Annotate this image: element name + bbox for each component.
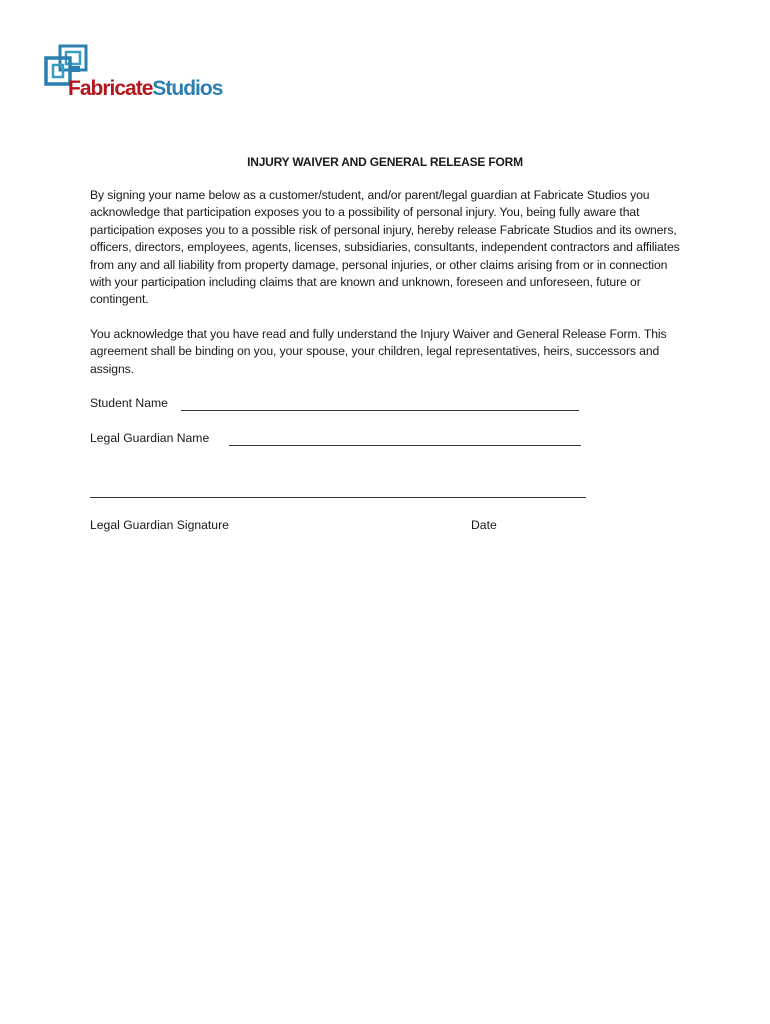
acknowledgement-paragraph: You acknowledge that you have read and fully understand the Injury Waiver and General Release Form. This agreement shall be binding on you, your spouse, your children, legal representatives, heirs, successors and assigns. [90, 327, 667, 376]
student-name-field[interactable] [181, 410, 579, 411]
student-name-label: Student Name [90, 396, 168, 410]
guardian-name-label: Legal Guardian Name [90, 431, 210, 445]
form-title: INJURY WAIVER AND GENERAL RELEASE FORM [247, 155, 523, 169]
signature-date-line[interactable] [90, 497, 586, 498]
waiver-paragraph: By signing your name below as a customer/student, and/or parent/legal guardian at Fabricate Studios you acknowledge that participation exposes you to a possibility of personal injury. You, being fully aware that participation exposes you to a possible risk of personal injury, hereby release Fabricate Studios and its owners, officers, directors, employees, agents, licenses, subsidiaries, consultants, independent contractors and affiliates from any and all liability from property damage, personal injuries, or other claims arising from or in connection with your participation including claims that are known and unknown, foreseen and unforeseen, future or contingent. [90, 188, 680, 307]
fabricate-studios-logo [44, 44, 224, 104]
date-label: Date [471, 518, 497, 532]
logo-word-fabricate: Fabricate [68, 77, 153, 100]
signature-label: Legal Guardian Signature [90, 518, 229, 532]
guardian-name-field[interactable] [229, 445, 581, 446]
logo-wordmark [68, 77, 222, 101]
logo-word-studios: Studios [152, 77, 223, 100]
